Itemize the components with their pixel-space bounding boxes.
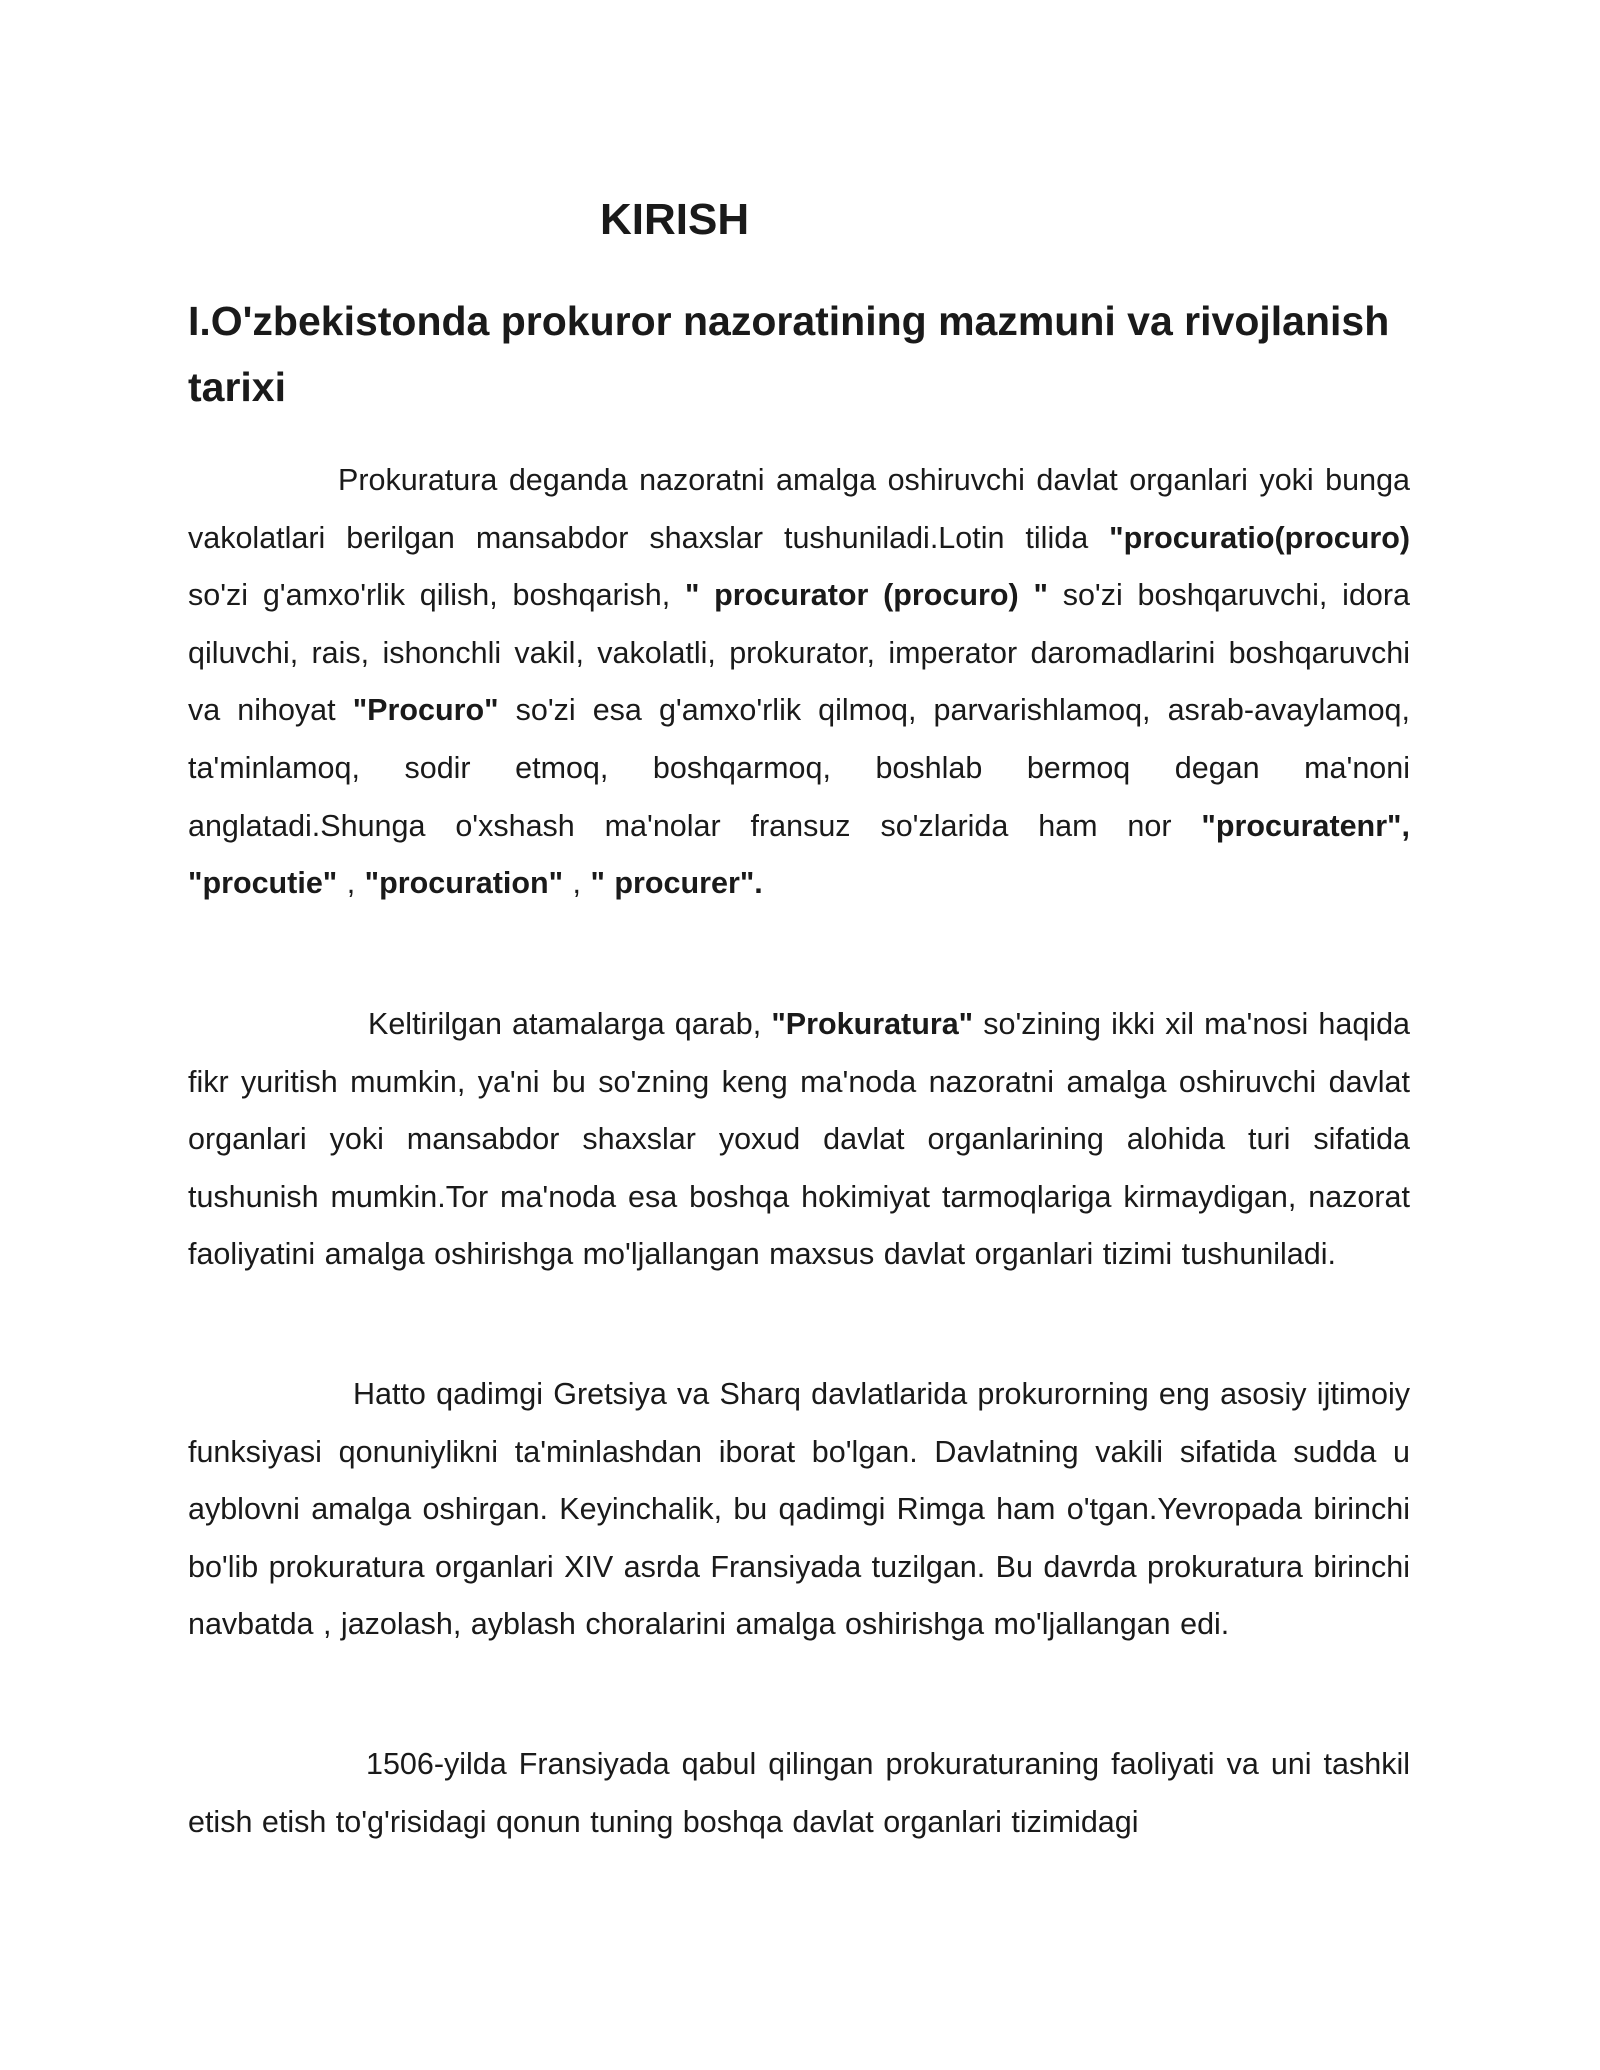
paragraph-1-bold-6: " procurer". (590, 866, 763, 901)
paragraph-2-text-1: Keltirilgan atamalarga qarab, (368, 1007, 772, 1041)
paragraph-2-text-2: so'zining ikki xil ma'nosi haqida fikr yuritish mumkin, ya'ni bu so'zning keng ma'noda nazoratni amalga oshiruvchi davlat organlari yoki mansabdor shaxslar yoxud davlat organlarining alohida turi sifatida tushunish mumkin.Tor ma'noda esa boshqa hokimiyat tarmoqlariga kirmaydigan, nazorat faoliyatini amalga oshirishga mo'ljallangan maxsus davlat organlari tizimi tushuniladi. (188, 1007, 1410, 1272)
paragraph-2 (188, 996, 1410, 1284)
paragraph-1-text-6: , (563, 866, 591, 901)
paragraph-1-text-5: , (337, 866, 365, 901)
paragraph-1-text-4: so'zi esa g'amxo'rlik qilmoq, parvarishlamoq, asrab-avaylamoq, ta'minlamoq, sodir etmoq, boshqarmoq, boshlab bermoq degan ma'noni anglatadi.Shunga o'xshash ma'nolar fransuz so'zlarida ham nor (188, 693, 1410, 843)
paragraph-1-bold-4: "procuratenr", "procutie" (188, 808, 1410, 901)
page-title: KIRISH (600, 195, 750, 244)
paragraph-1-text-2: so'zi g'amxo'rlik qilish, boshqarish, (188, 578, 685, 613)
paragraph-1-text-3: so'zi boshqaruvchi, idora qiluvchi, rais, ishonchli vakil, vakolatli, prokurator, imperator daromadlarini boshqaruvchi va nihoyat (188, 578, 1410, 728)
paragraph-3: Hatto qadimgi Gretsiya va Sharq davlatlarida prokurorning eng asosiy ijtimoiy funksiyasi qonuniylikni ta'minlashdan iborat bo'lgan. Davlatning vakili sifatida sudda u ayblovni amalga oshirgan. Keyinchalik, bu qadimgi Rimga ham o'tgan.Yevropada birinchi bo'lib prokuratura organlari XIV asrda Fransiyada tuzilgan. Bu davrda prokuratura birinchi navbatda , jazolash, ayblash choralarini amalga oshirishga mo'ljallangan edi. (188, 1377, 1410, 1642)
paragraph-1-bold-3: "Procuro" (352, 693, 499, 728)
paragraph-4: 1506-yilda Fransiyada qabul qilingan prokuraturaning faoliyati va uni tashkil etish etish to'g'risidagi qonun tuning boshqa davlat organlari tizimidagi (188, 1747, 1410, 1839)
paragraph-1-bold-1: "procuratio(procuro) (1109, 520, 1410, 555)
paragraph-1-bold-5: "procuration" (364, 866, 564, 901)
paragraph-2-bold-1: "Prokuratura" (771, 1007, 974, 1041)
paragraph-1 (188, 452, 1410, 913)
section-heading: I.O'zbekistonda prokuror nazoratining mazmuni va rivojlanish tarixi (188, 298, 1390, 410)
paragraph-1-bold-2: " procurator (procuro) " (684, 578, 1048, 613)
paragraph-1-text-1: Prokuratura deganda nazoratni amalga oshiruvchi davlat organlari yoki bunga vakolatlari berilgan mansabdor shaxslar tushuniladi.Lotin tilida (188, 463, 1410, 555)
